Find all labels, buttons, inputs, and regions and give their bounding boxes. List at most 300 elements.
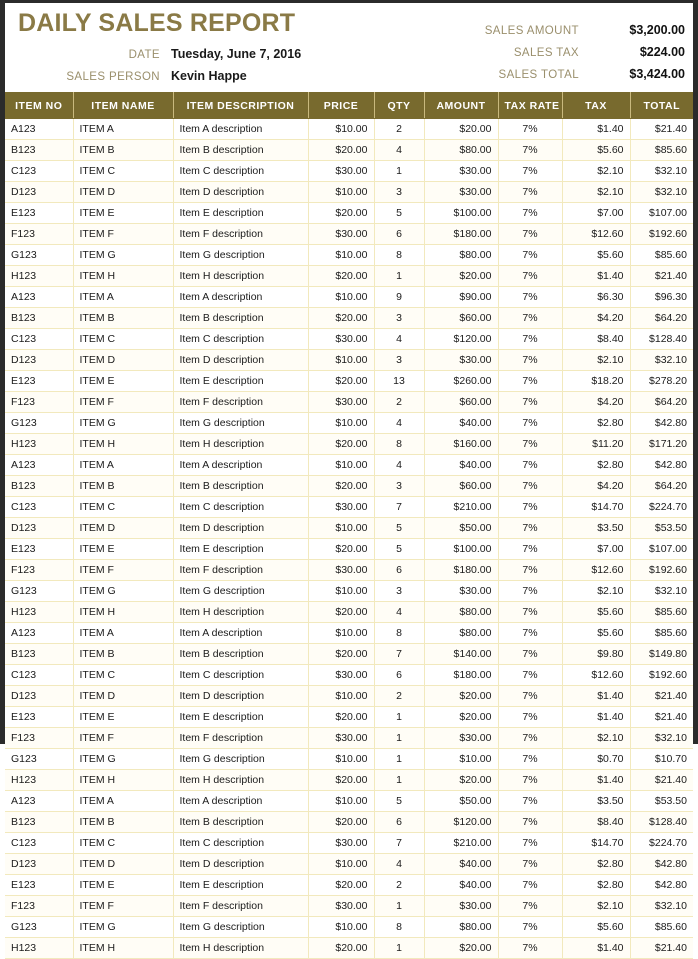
cell-item-description: Item E description [173,203,308,224]
cell-amount: $50.00 [424,518,498,539]
cell-tax-rate: 7% [498,560,562,581]
cell-total: $21.40 [630,119,693,140]
cell-total: $42.80 [630,854,693,875]
cell-tax-rate: 7% [498,539,562,560]
cell-item-description: Item G description [173,245,308,266]
cell-item-no: H123 [5,602,73,623]
table-row[interactable] [5,203,693,224]
cell-total: $171.20 [630,434,693,455]
cell-amount: $20.00 [424,707,498,728]
cell-tax: $2.10 [562,728,630,749]
column-header-total[interactable]: TOTAL [630,93,693,119]
column-header-item-description[interactable]: ITEM DESCRIPTION [173,93,308,119]
cell-tax: $12.60 [562,560,630,581]
table-row[interactable] [5,875,693,896]
cell-item-no: E123 [5,203,73,224]
cell-item-no: H123 [5,770,73,791]
cell-total: $85.60 [630,623,693,644]
cell-amount: $20.00 [424,686,498,707]
cell-tax-rate: 7% [498,896,562,917]
cell-price: $30.00 [308,497,374,518]
cell-qty: 8 [374,917,424,938]
cell-item-no: F123 [5,392,73,413]
cell-tax: $1.40 [562,686,630,707]
cell-price: $20.00 [308,266,374,287]
cell-qty: 7 [374,833,424,854]
table-row[interactable] [5,455,693,476]
cell-price: $30.00 [308,161,374,182]
cell-amount: $30.00 [424,161,498,182]
cell-qty: 3 [374,476,424,497]
cell-item-no: E123 [5,707,73,728]
cell-amount: $40.00 [424,455,498,476]
cell-qty: 1 [374,266,424,287]
cell-item-no: C123 [5,665,73,686]
cell-total: $96.30 [630,287,693,308]
cell-tax: $3.50 [562,518,630,539]
cell-qty: 3 [374,308,424,329]
table-row[interactable] [5,644,693,665]
table-row[interactable] [5,707,693,728]
cell-price: $20.00 [308,875,374,896]
cell-tax-rate: 7% [498,686,562,707]
cell-item-no: H123 [5,434,73,455]
cell-price: $10.00 [308,749,374,770]
table-header-row [5,93,693,119]
cell-amount: $20.00 [424,938,498,959]
cell-item-name: ITEM F [73,728,173,749]
cell-item-description: Item D description [173,350,308,371]
cell-tax: $8.40 [562,329,630,350]
cell-price: $10.00 [308,917,374,938]
cell-total: $192.60 [630,665,693,686]
cell-tax-rate: 7% [498,224,562,245]
cell-total: $53.50 [630,518,693,539]
table-row[interactable] [5,287,693,308]
cell-qty: 6 [374,665,424,686]
cell-item-description: Item D description [173,854,308,875]
cell-total: $149.80 [630,644,693,665]
cell-tax-rate: 7% [498,203,562,224]
cell-price: $30.00 [308,560,374,581]
cell-tax: $2.10 [562,350,630,371]
cell-item-description: Item G description [173,917,308,938]
cell-qty: 7 [374,644,424,665]
cell-qty: 7 [374,497,424,518]
cell-qty: 8 [374,434,424,455]
cell-amount: $260.00 [424,371,498,392]
cell-price: $30.00 [308,392,374,413]
cell-qty: 4 [374,455,424,476]
cell-tax: $8.40 [562,812,630,833]
cell-item-name: ITEM C [73,329,173,350]
column-header-tax-rate[interactable]: TAX RATE [498,93,562,119]
cell-qty: 2 [374,686,424,707]
cell-tax-rate: 7% [498,161,562,182]
cell-item-description: Item F description [173,224,308,245]
cell-tax-rate: 7% [498,707,562,728]
cell-price: $10.00 [308,581,374,602]
cell-item-description: Item B description [173,644,308,665]
table-row[interactable] [5,161,693,182]
table-row[interactable] [5,224,693,245]
cell-tax: $1.40 [562,119,630,140]
table-row[interactable] [5,938,693,959]
table-row[interactable] [5,539,693,560]
sales-total-value: $3,424.00 [629,67,685,81]
cell-item-name: ITEM A [73,455,173,476]
cell-total: $128.40 [630,329,693,350]
cell-item-name: ITEM E [73,707,173,728]
cell-amount: $20.00 [424,119,498,140]
cell-qty: 4 [374,140,424,161]
table-row[interactable] [5,728,693,749]
cell-amount: $60.00 [424,308,498,329]
cell-item-description: Item C description [173,497,308,518]
cell-tax-rate: 7% [498,371,562,392]
cell-tax-rate: 7% [498,749,562,770]
cell-tax-rate: 7% [498,434,562,455]
cell-amount: $80.00 [424,623,498,644]
table-row[interactable] [5,518,693,539]
totals-row-sales-tax [400,45,685,67]
cell-price: $10.00 [308,686,374,707]
totals-row-sales-amount [400,23,685,45]
cell-item-no: C123 [5,497,73,518]
table-row[interactable] [5,119,693,140]
table-row[interactable] [5,686,693,707]
cell-amount: $80.00 [424,245,498,266]
cell-item-description: Item D description [173,182,308,203]
table-row[interactable] [5,308,693,329]
date-value: Tuesday, June 7, 2016 [171,47,302,61]
cell-item-no: E123 [5,875,73,896]
table-row[interactable] [5,476,693,497]
cell-item-name: ITEM A [73,119,173,140]
cell-qty: 5 [374,791,424,812]
cell-price: $20.00 [308,770,374,791]
cell-item-description: Item H description [173,602,308,623]
cell-item-no: C123 [5,161,73,182]
cell-item-name: ITEM B [73,812,173,833]
table-row[interactable] [5,791,693,812]
cell-item-no: G123 [5,245,73,266]
cell-item-name: ITEM C [73,497,173,518]
cell-total: $42.80 [630,455,693,476]
cell-tax: $2.10 [562,896,630,917]
cell-qty: 13 [374,371,424,392]
sales-amount-label: SALES AMOUNT [484,25,579,37]
cell-item-name: ITEM G [73,749,173,770]
table-row[interactable] [5,917,693,938]
cell-tax-rate: 7% [498,119,562,140]
cell-item-no: D123 [5,854,73,875]
cell-item-no: B123 [5,308,73,329]
cell-item-no: F123 [5,896,73,917]
cell-price: $10.00 [308,854,374,875]
cell-total: $21.40 [630,938,693,959]
table-row[interactable] [5,896,693,917]
cell-item-no: H123 [5,938,73,959]
cell-item-description: Item B description [173,476,308,497]
cell-item-name: ITEM G [73,413,173,434]
cell-total: $192.60 [630,224,693,245]
cell-amount: $30.00 [424,581,498,602]
cell-tax: $2.10 [562,182,630,203]
cell-qty: 5 [374,518,424,539]
cell-item-description: Item F description [173,728,308,749]
cell-item-name: ITEM B [73,644,173,665]
cell-tax-rate: 7% [498,413,562,434]
cell-amount: $80.00 [424,917,498,938]
cell-tax-rate: 7% [498,581,562,602]
cell-qty: 3 [374,581,424,602]
cell-amount: $210.00 [424,497,498,518]
sales-person-value: Kevin Happe [171,69,247,83]
cell-item-no: H123 [5,266,73,287]
cell-item-no: B123 [5,476,73,497]
cell-qty: 5 [374,203,424,224]
cell-price: $20.00 [308,812,374,833]
cell-item-name: ITEM D [73,182,173,203]
cell-price: $20.00 [308,308,374,329]
table-row[interactable] [5,266,693,287]
cell-tax: $0.70 [562,749,630,770]
cell-item-description: Item A description [173,455,308,476]
cell-amount: $120.00 [424,329,498,350]
cell-total: $224.70 [630,833,693,854]
cell-tax-rate: 7% [498,308,562,329]
cell-tax: $9.80 [562,644,630,665]
cell-total: $278.20 [630,371,693,392]
cell-item-name: ITEM H [73,602,173,623]
column-header-amount[interactable]: AMOUNT [424,93,498,119]
meta-row-date [5,47,335,69]
table-row[interactable] [5,581,693,602]
column-header-price[interactable]: PRICE [308,93,374,119]
cell-tax-rate: 7% [498,770,562,791]
cell-tax-rate: 7% [498,350,562,371]
cell-item-name: ITEM G [73,245,173,266]
cell-amount: $30.00 [424,350,498,371]
table-row[interactable] [5,497,693,518]
cell-tax: $1.40 [562,266,630,287]
sales-person-label: SALES PERSON [66,71,160,83]
cell-tax: $2.80 [562,455,630,476]
cell-qty: 8 [374,245,424,266]
cell-tax: $2.80 [562,875,630,896]
cell-amount: $60.00 [424,392,498,413]
cell-item-no: A123 [5,791,73,812]
cell-tax: $11.20 [562,434,630,455]
cell-tax-rate: 7% [498,875,562,896]
cell-tax-rate: 7% [498,665,562,686]
cell-item-name: ITEM C [73,665,173,686]
cell-tax: $7.00 [562,203,630,224]
cell-qty: 3 [374,182,424,203]
cell-qty: 4 [374,329,424,350]
cell-total: $224.70 [630,497,693,518]
cell-item-name: ITEM H [73,266,173,287]
cell-tax-rate: 7% [498,182,562,203]
cell-item-no: G123 [5,581,73,602]
cell-total: $42.80 [630,413,693,434]
cell-amount: $100.00 [424,539,498,560]
cell-price: $10.00 [308,791,374,812]
cell-item-no: A123 [5,623,73,644]
cell-item-name: ITEM F [73,560,173,581]
table-row[interactable] [5,329,693,350]
cell-qty: 8 [374,623,424,644]
cell-amount: $80.00 [424,140,498,161]
table-row[interactable] [5,245,693,266]
cell-tax: $12.60 [562,224,630,245]
table-row[interactable] [5,749,693,770]
cell-item-description: Item A description [173,791,308,812]
cell-total: $42.80 [630,875,693,896]
cell-item-description: Item B description [173,140,308,161]
cell-item-description: Item F description [173,896,308,917]
cell-item-name: ITEM B [73,308,173,329]
column-header-qty[interactable]: QTY [374,93,424,119]
cell-qty: 3 [374,350,424,371]
cell-price: $10.00 [308,182,374,203]
cell-qty: 5 [374,539,424,560]
cell-tax: $5.60 [562,917,630,938]
cell-tax: $2.80 [562,854,630,875]
cell-total: $32.10 [630,896,693,917]
cell-amount: $180.00 [424,560,498,581]
cell-item-description: Item D description [173,518,308,539]
table-row[interactable] [5,140,693,161]
cell-qty: 6 [374,560,424,581]
cell-price: $10.00 [308,455,374,476]
cell-item-description: Item F description [173,392,308,413]
cell-qty: 4 [374,413,424,434]
sales-table-header [5,93,693,119]
cell-amount: $50.00 [424,791,498,812]
cell-item-description: Item A description [173,287,308,308]
cell-item-description: Item B description [173,308,308,329]
cell-tax: $18.20 [562,371,630,392]
cell-item-no: B123 [5,812,73,833]
table-row[interactable] [5,182,693,203]
cell-tax: $14.70 [562,497,630,518]
cell-price: $20.00 [308,371,374,392]
table-row[interactable] [5,602,693,623]
cell-tax: $4.20 [562,476,630,497]
cell-tax: $1.40 [562,938,630,959]
table-row[interactable] [5,665,693,686]
cell-tax-rate: 7% [498,497,562,518]
cell-price: $20.00 [308,707,374,728]
cell-price: $20.00 [308,203,374,224]
cell-item-name: ITEM H [73,770,173,791]
cell-amount: $80.00 [424,602,498,623]
cell-price: $20.00 [308,938,374,959]
table-row[interactable] [5,371,693,392]
cell-item-name: ITEM E [73,203,173,224]
cell-price: $20.00 [308,602,374,623]
cell-item-name: ITEM G [73,581,173,602]
cell-qty: 1 [374,161,424,182]
table-row[interactable] [5,812,693,833]
cell-tax-rate: 7% [498,266,562,287]
cell-tax: $1.40 [562,770,630,791]
cell-qty: 6 [374,224,424,245]
cell-tax-rate: 7% [498,854,562,875]
table-row[interactable] [5,560,693,581]
sales-table [5,92,693,959]
cell-item-description: Item E description [173,875,308,896]
cell-total: $85.60 [630,602,693,623]
cell-total: $32.10 [630,581,693,602]
table-row[interactable] [5,434,693,455]
column-header-item-name[interactable]: ITEM NAME [73,93,173,119]
cell-tax-rate: 7% [498,917,562,938]
cell-total: $21.40 [630,707,693,728]
date-label: DATE [128,49,160,61]
table-row[interactable] [5,413,693,434]
cell-item-no: B123 [5,644,73,665]
cell-total: $32.10 [630,161,693,182]
table-row[interactable] [5,770,693,791]
cell-item-name: ITEM D [73,686,173,707]
cell-price: $10.00 [308,518,374,539]
cell-price: $20.00 [308,434,374,455]
cell-item-name: ITEM C [73,161,173,182]
table-row[interactable] [5,350,693,371]
table-row[interactable] [5,623,693,644]
cell-item-description: Item H description [173,266,308,287]
cell-total: $128.40 [630,812,693,833]
cell-total: $21.40 [630,770,693,791]
table-row[interactable] [5,392,693,413]
cell-item-name: ITEM F [73,224,173,245]
cell-item-name: ITEM B [73,476,173,497]
cell-tax: $5.60 [562,602,630,623]
cell-price: $10.00 [308,413,374,434]
cell-price: $20.00 [308,644,374,665]
cell-qty: 2 [374,875,424,896]
cell-total: $64.20 [630,308,693,329]
cell-tax-rate: 7% [498,938,562,959]
cell-item-no: A123 [5,455,73,476]
cell-qty: 9 [374,287,424,308]
cell-total: $64.20 [630,476,693,497]
cell-item-name: ITEM H [73,434,173,455]
page-title: DAILY SALES REPORT [18,9,296,37]
column-header-item-no[interactable]: ITEM NO [5,93,73,119]
cell-item-no: F123 [5,224,73,245]
cell-price: $10.00 [308,287,374,308]
table-row[interactable] [5,854,693,875]
cell-tax-rate: 7% [498,476,562,497]
cell-total: $85.60 [630,140,693,161]
cell-price: $30.00 [308,833,374,854]
table-row[interactable] [5,833,693,854]
cell-amount: $160.00 [424,434,498,455]
cell-qty: 1 [374,707,424,728]
cell-tax: $5.60 [562,623,630,644]
cell-item-description: Item C description [173,833,308,854]
cell-item-no: A123 [5,287,73,308]
cell-item-name: ITEM F [73,392,173,413]
cell-item-name: ITEM E [73,371,173,392]
cell-qty: 1 [374,896,424,917]
cell-item-no: C123 [5,329,73,350]
column-header-tax[interactable]: TAX [562,93,630,119]
